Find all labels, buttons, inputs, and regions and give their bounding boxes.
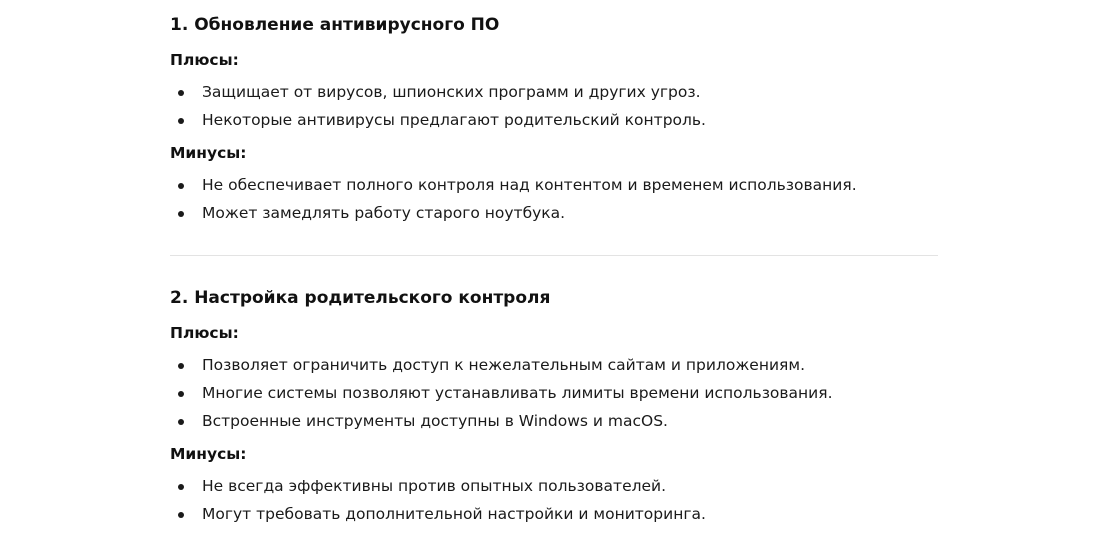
list-item: [170, 500, 938, 528]
section-title-antivirus: 1. Обновление антивирусного ПО: [170, 15, 500, 35]
bullet-icon: [178, 118, 184, 124]
list-item: [170, 472, 938, 500]
bullet-icon: [178, 211, 184, 217]
list-item-text: Может замедлять работу старого ноутбука.: [202, 204, 566, 222]
list-item: [170, 106, 938, 134]
pros-list: [170, 351, 938, 435]
list-item-text: Многие системы позволяют устанавливать лимиты времени использования.: [202, 384, 833, 402]
list-item-text: Позволяет ограничить доступ к нежелательным сайтам и приложениям.: [202, 356, 805, 374]
list-item: [170, 351, 938, 379]
bullet-icon: [178, 391, 184, 397]
section-title-parental-control: 2. Настройка родительского контроля: [170, 288, 551, 308]
bullet-icon: [178, 363, 184, 369]
list-item-text: Защищает от вирусов, шпионских программ и других угроз.: [202, 83, 701, 101]
bullet-icon: [178, 512, 184, 518]
bullet-icon: [178, 419, 184, 425]
list-item-text: Не всегда эффективны против опытных пользователей.: [202, 477, 667, 495]
pros-label: Плюсы:: [170, 51, 239, 69]
document-content: [170, 0, 938, 528]
list-item: [170, 171, 938, 199]
bullet-icon: [178, 90, 184, 96]
list-item: [170, 379, 938, 407]
cons-list: [170, 171, 938, 227]
list-item-text: Встроенные инструменты доступны в Windows и macOS.: [202, 412, 668, 430]
list-item: [170, 407, 938, 435]
list-item: [170, 78, 938, 106]
cons-list: [170, 472, 938, 528]
cons-label: Минусы:: [170, 445, 247, 463]
list-item-text: Не обеспечивает полного контроля над контентом и временем использования.: [202, 176, 857, 194]
list-item-text: Могут требовать дополнительной настройки и мониторинга.: [202, 505, 706, 523]
pros-label: Плюсы:: [170, 324, 239, 342]
bullet-icon: [178, 484, 184, 490]
list-item-text: Некоторые антивирусы предлагают родительский контроль.: [202, 111, 706, 129]
bullet-icon: [178, 183, 184, 189]
list-item: [170, 199, 938, 227]
cons-label: Минусы:: [170, 144, 247, 162]
pros-list: [170, 78, 938, 134]
section-divider: [170, 255, 938, 256]
